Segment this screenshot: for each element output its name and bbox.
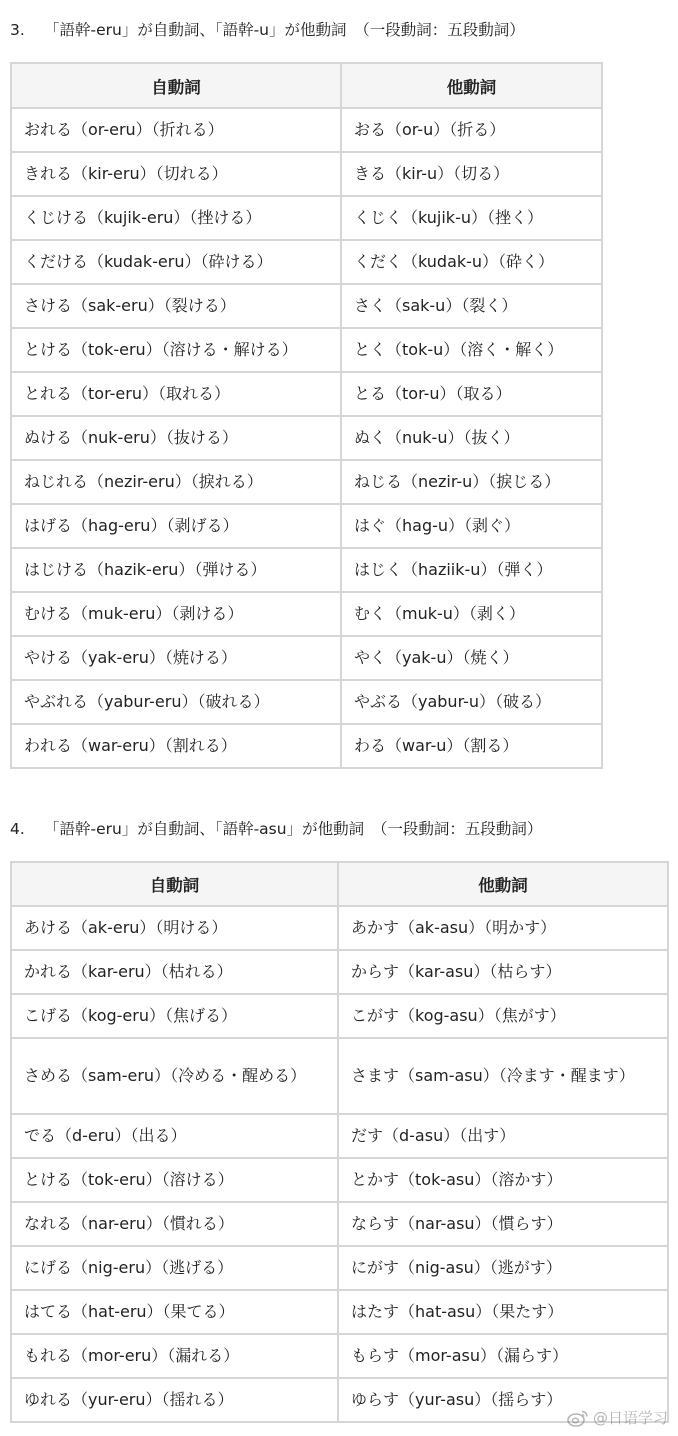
transitive-cell: くじく（kujik-u）（挫く） [341, 196, 602, 240]
section-3-number: 3. [10, 21, 25, 39]
intransitive-cell: はげる（hag-eru）（剥げる） [11, 504, 341, 548]
intransitive-cell: きれる（kir-eru）（切れる） [11, 152, 341, 196]
transitive-cell: とる（tor-u）（取る） [341, 372, 602, 416]
table-row [11, 636, 602, 680]
table-row [11, 1290, 668, 1334]
table-header-row [11, 63, 602, 108]
section-3-verb-table [10, 62, 603, 769]
table-row [11, 950, 668, 994]
intransitive-cell: くだける（kudak-eru）（砕ける） [11, 240, 341, 284]
intransitive-cell: はてる（hat-eru）（果てる） [11, 1290, 338, 1334]
table-row [11, 1158, 668, 1202]
intransitive-cell: さける（sak-eru）（裂ける） [11, 284, 341, 328]
intransitive-cell: こげる（kog-eru）（焦げる） [11, 994, 338, 1038]
transitive-cell: もらす（mor-asu）（漏らす） [338, 1334, 668, 1378]
intransitive-cell: かれる（kar-eru）（枯れる） [11, 950, 338, 994]
table-row [11, 724, 602, 768]
intransitive-cell: でる（d-eru）（出る） [11, 1114, 338, 1158]
transitive-cell: はぐ（hag-u）（剥ぐ） [341, 504, 602, 548]
transitive-cell: さく（sak-u）（裂く） [341, 284, 602, 328]
header-transitive: 他動詞 [341, 63, 602, 108]
transitive-cell: とかす（tok-asu）（溶かす） [338, 1158, 668, 1202]
header-transitive: 他動詞 [338, 862, 668, 906]
intransitive-cell: ぬける（nuk-eru）（抜ける） [11, 416, 341, 460]
transitive-cell: ゆらす（yur-asu）（揺らす） [338, 1378, 668, 1422]
transitive-cell: きる（kir-u）（切る） [341, 152, 602, 196]
table-row [11, 152, 602, 196]
table-row [11, 906, 668, 950]
table-row [11, 1202, 668, 1246]
table-header-row [11, 862, 668, 906]
watermark [567, 1407, 668, 1428]
table-row [11, 1246, 668, 1290]
transitive-cell: さます（sam-asu）（冷ます・醒ます） [338, 1038, 668, 1114]
table-row [11, 196, 602, 240]
intransitive-cell: なれる（nar-eru）（慣れる） [11, 1202, 338, 1246]
intransitive-cell: はじける（hazik-eru）（弾ける） [11, 548, 341, 592]
transitive-cell: おる（or-u）（折る） [341, 108, 602, 152]
transitive-cell: だす（d-asu）（出す） [338, 1114, 668, 1158]
transitive-cell: やぶる（yabur-u）（破る） [341, 680, 602, 724]
section-4-number: 4. [10, 820, 25, 838]
table-row [11, 994, 668, 1038]
intransitive-cell: もれる（mor-eru）（漏れる） [11, 1334, 338, 1378]
intransitive-cell: にげる（nig-eru）（逃げる） [11, 1246, 338, 1290]
section-4-heading [10, 818, 542, 840]
transitive-cell: ぬく（nuk-u）（抜く） [341, 416, 602, 460]
table-row [11, 1114, 668, 1158]
intransitive-cell: われる（war-eru）（割れる） [11, 724, 341, 768]
intransitive-cell: とける（tok-eru）（溶ける・解ける） [11, 328, 341, 372]
intransitive-cell: さめる（sam-eru）（冷める・醒める） [11, 1038, 338, 1114]
intransitive-cell: ゆれる（yur-eru）（揺れる） [11, 1378, 338, 1422]
transitive-cell: やく（yak-u）（焼く） [341, 636, 602, 680]
header-intransitive: 自動詞 [11, 862, 338, 906]
watermark-text: @日语学习 [592, 1409, 668, 1427]
table-row [11, 372, 602, 416]
table-row [11, 1038, 668, 1114]
transitive-cell: むく（muk-u）（剥く） [341, 592, 602, 636]
transitive-cell: あかす（ak-asu）（明かす） [338, 906, 668, 950]
intransitive-cell: やける（yak-eru）（焼ける） [11, 636, 341, 680]
table-row [11, 416, 602, 460]
intransitive-cell: とける（tok-eru）（溶ける） [11, 1158, 338, 1202]
intransitive-cell: おれる（or-eru）（折れる） [11, 108, 341, 152]
intransitive-cell: くじける（kujik-eru）（挫ける） [11, 196, 341, 240]
table-row [11, 548, 602, 592]
header-intransitive: 自動詞 [11, 63, 341, 108]
table-row [11, 460, 602, 504]
transitive-cell: からす（kar-asu）（枯らす） [338, 950, 668, 994]
table-row [11, 592, 602, 636]
transitive-cell: ねじる（nezir-u）（捩じる） [341, 460, 602, 504]
section-4-verb-table [10, 861, 669, 1423]
table-row [11, 504, 602, 548]
section-3-heading [10, 19, 525, 41]
intransitive-cell: ねじれる（nezir-eru）（捩れる） [11, 460, 341, 504]
intransitive-cell: あける（ak-eru）（明ける） [11, 906, 338, 950]
table-row [11, 108, 602, 152]
transitive-cell: くだく（kudak-u）（砕く） [341, 240, 602, 284]
intransitive-cell: やぶれる（yabur-eru）（破れる） [11, 680, 341, 724]
transitive-cell: はたす（hat-asu）（果たす） [338, 1290, 668, 1334]
intransitive-cell: むける（muk-eru）（剥ける） [11, 592, 341, 636]
intransitive-cell: とれる（tor-eru）（取れる） [11, 372, 341, 416]
transitive-cell: にがす（nig-asu）（逃がす） [338, 1246, 668, 1290]
section-4-title: 「語幹-eru」が自動詞、「語幹-asu」が他動詞 （一段動詞：五段動詞） [44, 820, 543, 838]
transitive-cell: はじく（haziik-u）（弾く） [341, 548, 602, 592]
transitive-cell: こがす（kog-asu）（焦がす） [338, 994, 668, 1038]
weibo-logo-icon [567, 1409, 589, 1427]
table-row [11, 328, 602, 372]
table-row [11, 240, 602, 284]
transitive-cell: ならす（nar-asu）（慣らす） [338, 1202, 668, 1246]
transitive-cell: わる（war-u）（割る） [341, 724, 602, 768]
transitive-cell: とく（tok-u）（溶く・解く） [341, 328, 602, 372]
table-row [11, 680, 602, 724]
table-row [11, 1334, 668, 1378]
section-3-title: 「語幹-eru」が自動詞、「語幹-u」が他動詞 （一段動詞：五段動詞） [44, 21, 525, 39]
table-row [11, 284, 602, 328]
